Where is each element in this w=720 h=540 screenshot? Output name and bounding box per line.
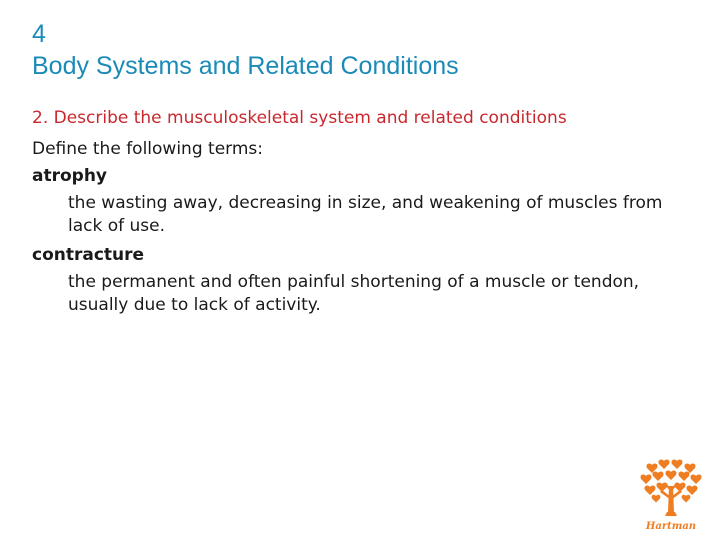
heart-tree-icon [640,456,702,534]
hartman-logo [640,456,702,534]
term-atrophy: atrophy [32,166,108,186]
term-contracture: contracture [32,245,145,265]
logo-wordmark: Hartman [645,521,697,532]
chapter-title: Body Systems and Related Conditions [32,52,459,80]
definitions-intro: Define the following terms: [32,139,263,159]
chapter-heading [32,18,459,82]
learning-objective: 2. Describe the musculoskeletal system and related conditions [32,108,567,128]
chapter-number: 4 [32,20,46,48]
definitions-list [32,138,682,323]
definition-contracture: the permanent and often painful shortening of a muscle or tendon, usually due to lack of activity. [68,272,640,315]
definition-atrophy: the wasting away, decreasing in size, and weakening of muscles from lack of use. [68,193,663,236]
